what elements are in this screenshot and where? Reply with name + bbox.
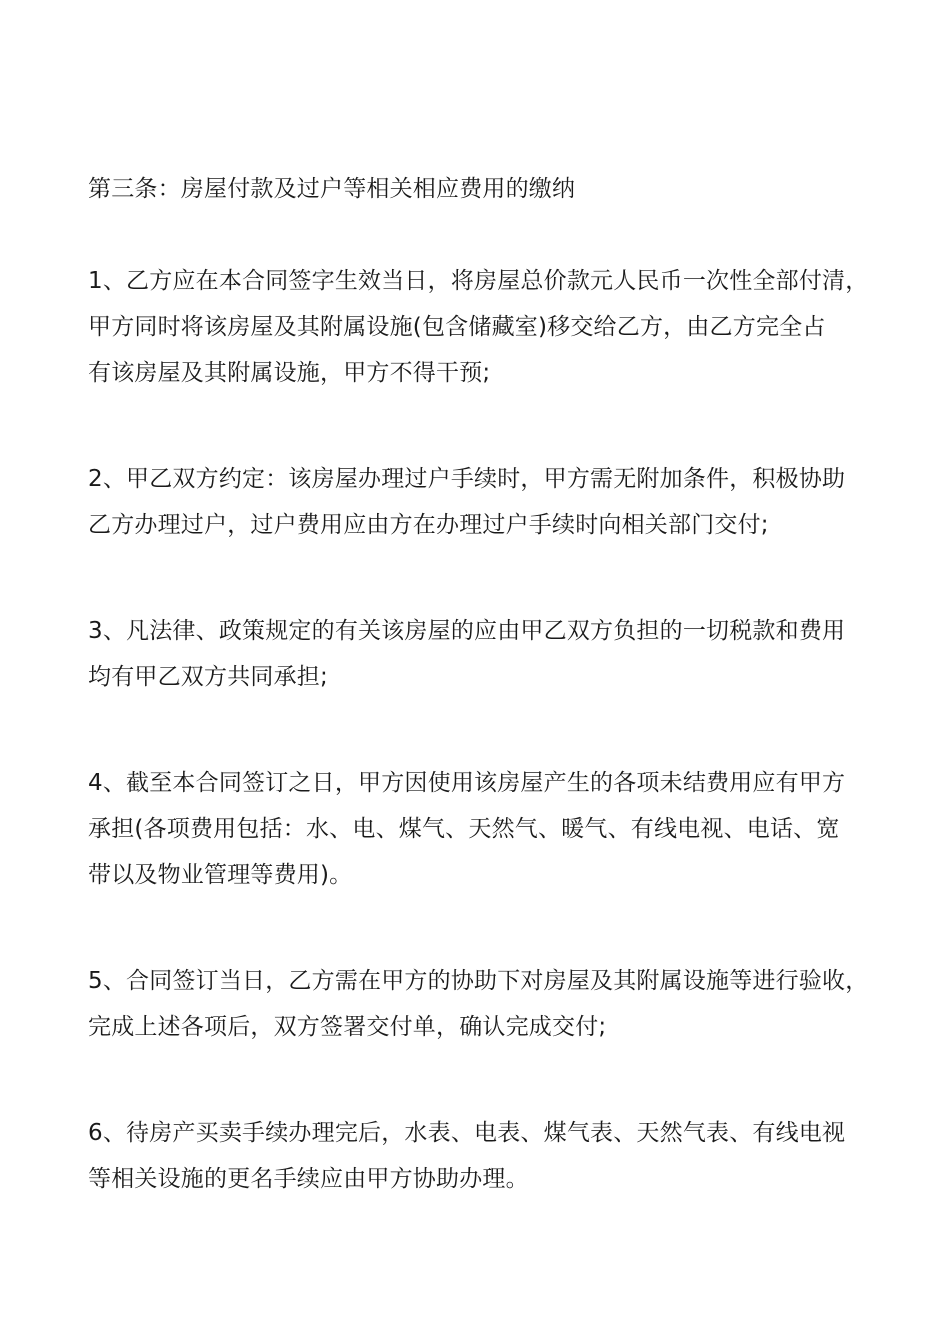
clause-6 [88,1110,870,1202]
clause-4 [88,760,870,898]
clause-3 [88,608,870,700]
clause-line: 带以及物业管理等费用)。 [88,862,353,888]
clause-line: 6、待房产买卖手续办理完后，水表、电表、煤气表、天然气表、有线电视 [88,1120,846,1146]
article-heading: 第三条：房屋付款及过户等相关相应费用的缴纳 [88,176,576,202]
clause-line: 均有甲乙双方共同承担; [88,664,328,690]
clause-line: 等相关设施的更名手续应由甲方协助办理。 [88,1166,529,1192]
document-body [88,166,870,1262]
clause-line: 承担(各项费用包括：水、电、煤气、天然气、暖气、有线电视、电话、宽 [88,816,840,842]
clause-1 [88,258,870,396]
clause-2 [88,456,870,548]
clause-line: 2、甲乙双方约定：该房屋办理过户手续时，甲方需无附加条件，积极协助 [88,466,846,492]
clause-line: 5、合同签订当日，乙方需在甲方的协助下对房屋及其附属设施等进行验收， [88,968,869,994]
clause-line: 完成上述各项后，双方签署交付单，确认完成交付; [88,1014,607,1040]
clause-line: 3、凡法律、政策规定的有关该房屋的应由甲乙双方负担的一切税款和费用 [88,618,846,644]
clause-line: 1、乙方应在本合同签字生效当日，将房屋总价款元人民币一次性全部付清， [88,268,869,294]
clause-line: 有该房屋及其附属设施，甲方不得干预; [88,360,491,386]
clause-5 [88,958,870,1050]
clause-line: 甲方同时将该房屋及其附属设施(包含储藏室)移交给乙方，由乙方完全占 [88,314,826,340]
clause-line: 乙方办理过户，过户费用应由方在办理过户手续时向相关部门交付; [88,512,769,538]
clause-line: 4、截至本合同签订之日，甲方因使用该房屋产生的各项未结费用应有甲方 [88,770,846,796]
